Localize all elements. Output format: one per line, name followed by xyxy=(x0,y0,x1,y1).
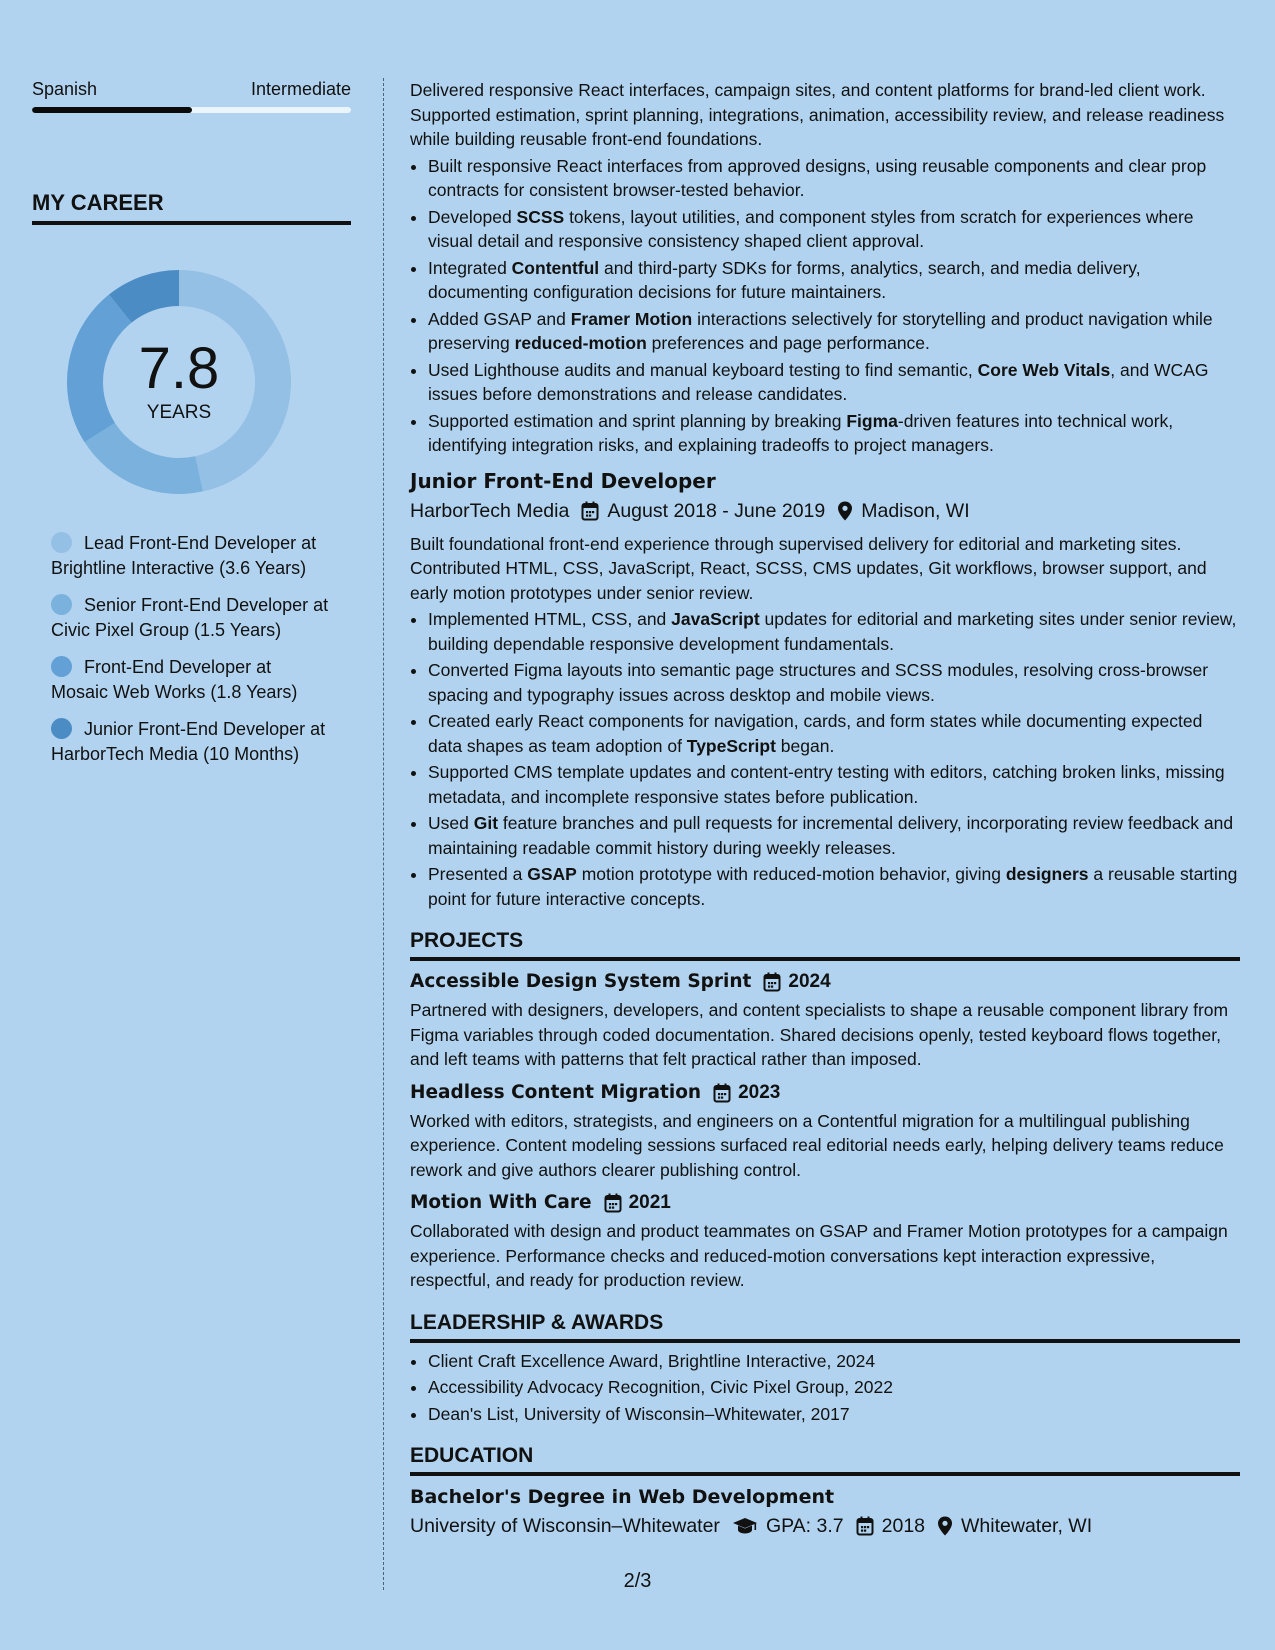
project-title-row xyxy=(410,1190,1240,1216)
bullet-keyword: JavaScript xyxy=(671,609,760,629)
bullet-item xyxy=(428,658,1240,707)
project-item xyxy=(410,1080,1240,1183)
bullet-text: and third-party SDKs for forms, analytics, search, and media delivery, documenting configuration decisions for future maintainers. xyxy=(428,257,1141,302)
bullet-item xyxy=(428,307,1240,356)
bullet-text: preferences and page performance. xyxy=(646,333,930,353)
map-pin-icon xyxy=(837,501,853,521)
job2-title: Junior Front-End Developer xyxy=(410,468,716,493)
bullet-keyword: SCSS xyxy=(516,206,565,227)
awards-heading: LEADERSHIP & AWARDS xyxy=(410,1309,1240,1343)
bullet-item xyxy=(428,409,1240,458)
project-description: Collaborated with design and product teammates on GSAP and Framer Motion prototypes for a campaign experience. Performance checks and reduced-motion conversations kept interaction expressive, respectful, and ready for production review. xyxy=(410,1221,1228,1290)
legend-item xyxy=(51,531,331,580)
education-gpa: GPA: 3.7 xyxy=(765,1515,844,1537)
language-name: Spanish xyxy=(32,79,98,99)
bullet-text: tokens, layout utilities, and component styles from scratch for experiences where visual detail and responsive consistency shaped client approval. xyxy=(428,206,1194,251)
sidebar xyxy=(32,78,351,779)
bullet-keyword: designers xyxy=(1005,864,1089,884)
bullet-text: updates for editorial and marketing sites under senior review, building dependable responsive development fundamentals. xyxy=(428,609,1237,654)
career-total-years: 7.8 xyxy=(138,336,220,401)
legend-item xyxy=(51,717,331,766)
project-title: Headless Content Migration xyxy=(410,1081,702,1103)
project-title: Motion With Care xyxy=(410,1192,592,1213)
legend-label: Junior Front-End Developer at HarborTech Media (10 Months) xyxy=(51,719,326,764)
bullet-text: Supported estimation and sprint planning by breaking xyxy=(428,410,847,431)
bullet-text: Developed xyxy=(428,206,517,227)
bullet-text: , and WCAG issues before demonstrations and release candidates. xyxy=(428,359,1209,404)
donut-center xyxy=(66,269,292,495)
bullet-text: motion prototype with reduced-motion behavior, giving xyxy=(576,864,1006,884)
project-year: 2021 xyxy=(628,1192,671,1213)
legend-swatch xyxy=(51,594,72,615)
education-degree: Bachelor's Degree in Web Development xyxy=(410,1486,835,1508)
bullet-keyword: TypeScript xyxy=(686,735,776,756)
job2-company: HarborTech Media xyxy=(410,499,570,522)
bullet-keyword: GSAP xyxy=(527,864,577,884)
calendar-icon xyxy=(581,501,599,521)
project-title-row xyxy=(410,969,1240,995)
career-legend xyxy=(32,531,351,766)
calendar-icon xyxy=(604,1193,622,1213)
bullet-text: began. xyxy=(775,735,835,756)
bullet-text: Presented a xyxy=(428,864,528,884)
projects-heading: PROJECTS xyxy=(410,927,1240,961)
calendar-icon xyxy=(856,1516,874,1536)
job2-location: Madison, WI xyxy=(861,499,970,522)
legend-item xyxy=(51,655,331,704)
education-school: University of Wisconsin–Whitewater xyxy=(410,1515,720,1537)
project-year: 2023 xyxy=(738,1081,781,1103)
bullet-item xyxy=(428,205,1240,254)
legend-label: Senior Front-End Developer at Civic Pixel Group (1.5 Years) xyxy=(51,595,329,640)
bullet-text: feature branches and pull requests for incremental delivery, incorporating review feedback and maintaining readable commit history during weekly releases. xyxy=(428,813,1234,858)
legend-swatch xyxy=(51,532,72,553)
map-pin-icon xyxy=(937,1516,953,1536)
calendar-icon xyxy=(713,1083,731,1103)
bullet-item xyxy=(428,709,1240,758)
bullet-text: Used xyxy=(428,813,474,833)
legend-item xyxy=(51,593,331,642)
bullet-keyword: Git xyxy=(473,813,499,833)
language-proficiency-fill xyxy=(32,107,192,113)
awards-list xyxy=(410,1349,1240,1427)
bullet-item xyxy=(428,862,1240,911)
legend-label: Lead Front-End Developer at Brightline Interactive (3.6 Years) xyxy=(51,533,317,578)
bullet-text: Used Lighthouse audits and manual keyboard testing to find semantic, xyxy=(428,359,978,380)
education-year: 2018 xyxy=(881,1515,926,1537)
education-heading: EDUCATION xyxy=(410,1442,1240,1476)
bullet-text: Supported CMS template updates and content-entry testing with editors, catching broken links, missing metadata, and incomplete responsive states before publication. xyxy=(428,762,1225,807)
award-item: • Dean's List, University of Wisconsin–Whitewater, 2017 xyxy=(428,1402,1240,1427)
bullet-keyword: reduced-motion xyxy=(514,333,647,353)
legend-swatch xyxy=(51,718,72,739)
language-level: Intermediate xyxy=(250,79,351,99)
job2-bullets xyxy=(410,607,1240,911)
project-description: Worked with editors, strategists, and engineers on a Contentful migration for a multilingual publishing experience. Content modeling sessions surfaced real editorial needs early, helping delivery teams reduce rework and give authors clearer publishing control. xyxy=(410,1110,1224,1180)
bullet-text: Integrated xyxy=(428,257,512,278)
project-year: 2024 xyxy=(788,971,831,992)
bullet-item xyxy=(428,607,1240,656)
job2-summary: Built foundational front-end experience through supervised delivery for editorial and marketing sites. Contributed HTML, CSS, JavaScript, React, SCSS, CMS updates, Git workflows, browser support, and early motion prototypes under senior review. xyxy=(410,533,1207,603)
bullet-item xyxy=(428,760,1240,809)
job2-meta xyxy=(410,498,1240,524)
education-location: Whitewater, WI xyxy=(961,1515,1093,1537)
bullet-text: Converted Figma layouts into semantic page structures and SCSS modules, resolving cross-browser spacing and typography issues across desktop and mobile views. xyxy=(428,660,1209,705)
projects-list xyxy=(410,969,1240,1293)
bullet-item xyxy=(428,358,1240,407)
project-item xyxy=(410,1190,1240,1293)
job2-dates: August 2018 - June 2019 xyxy=(607,499,826,522)
graduation-cap-icon xyxy=(732,1517,758,1535)
bullet-text: Built responsive React interfaces from approved designs, using reusable components and clear prop contracts for consistent browser-tested behavior. xyxy=(428,155,1207,200)
bullet-text: Added GSAP and xyxy=(428,308,571,329)
career-donut-chart xyxy=(66,269,292,495)
legend-label: Front-End Developer at Mosaic Web Works (1.8 Years) xyxy=(51,657,298,702)
column-divider xyxy=(383,78,384,1590)
page-number: 2/3 xyxy=(623,1570,652,1592)
calendar-icon xyxy=(763,972,781,992)
legend-swatch xyxy=(51,656,72,677)
bullet-item xyxy=(428,256,1240,305)
bullet-item xyxy=(428,154,1240,203)
career-heading: MY CAREER xyxy=(32,189,351,225)
main-content xyxy=(410,78,1240,1539)
bullet-keyword: Core Web Vitals xyxy=(977,359,1111,380)
project-description: Partnered with designers, developers, and content specialists to shape a reusable component library from Figma variables through coded documentation. Shared decisions openly, tested keyboard flows together, and left teams with patterns that felt practical rather than imposed. xyxy=(410,1000,1229,1069)
award-item: • Client Craft Excellence Award, Brightline Interactive, 2024 xyxy=(428,1349,1240,1374)
project-title: Accessible Design System Sprint xyxy=(410,971,752,992)
bullet-item xyxy=(428,811,1240,860)
job1-bullets xyxy=(410,154,1240,458)
bullet-text: a reusable starting point for future interactive concepts. xyxy=(428,864,1238,909)
language-row xyxy=(32,78,351,100)
award-item: • Accessibility Advocacy Recognition, Civic Pixel Group, 2022 xyxy=(428,1375,1240,1400)
project-title-row xyxy=(410,1080,1240,1106)
bullet-keyword: Framer Motion xyxy=(570,308,693,329)
bullet-text: Implemented HTML, CSS, and xyxy=(428,609,672,629)
career-total-unit: YEARS xyxy=(146,402,212,423)
job1-summary: Delivered responsive React interfaces, campaign sites, and content platforms for brand-led client work. Supported estimation, sprint planning, integrations, animation, accessibility review, and release readiness while building reusable front-end foundations. xyxy=(410,80,1225,149)
bullet-keyword: Contentful xyxy=(511,257,600,278)
education-meta xyxy=(410,1513,1240,1539)
bullet-text: interactions selectively for storytelling and product navigation while preserving xyxy=(428,308,1213,353)
project-item xyxy=(410,969,1240,1072)
bullet-text: -driven features into technical work, identifying integration risks, and explaining tradeoffs to project managers. xyxy=(428,410,1174,455)
language-proficiency-bar xyxy=(32,107,351,113)
bullet-text: Created early React components for navigation, cards, and form states while documenting expected data shapes as team adoption of xyxy=(428,711,1203,756)
bullet-keyword: Figma xyxy=(846,410,898,431)
